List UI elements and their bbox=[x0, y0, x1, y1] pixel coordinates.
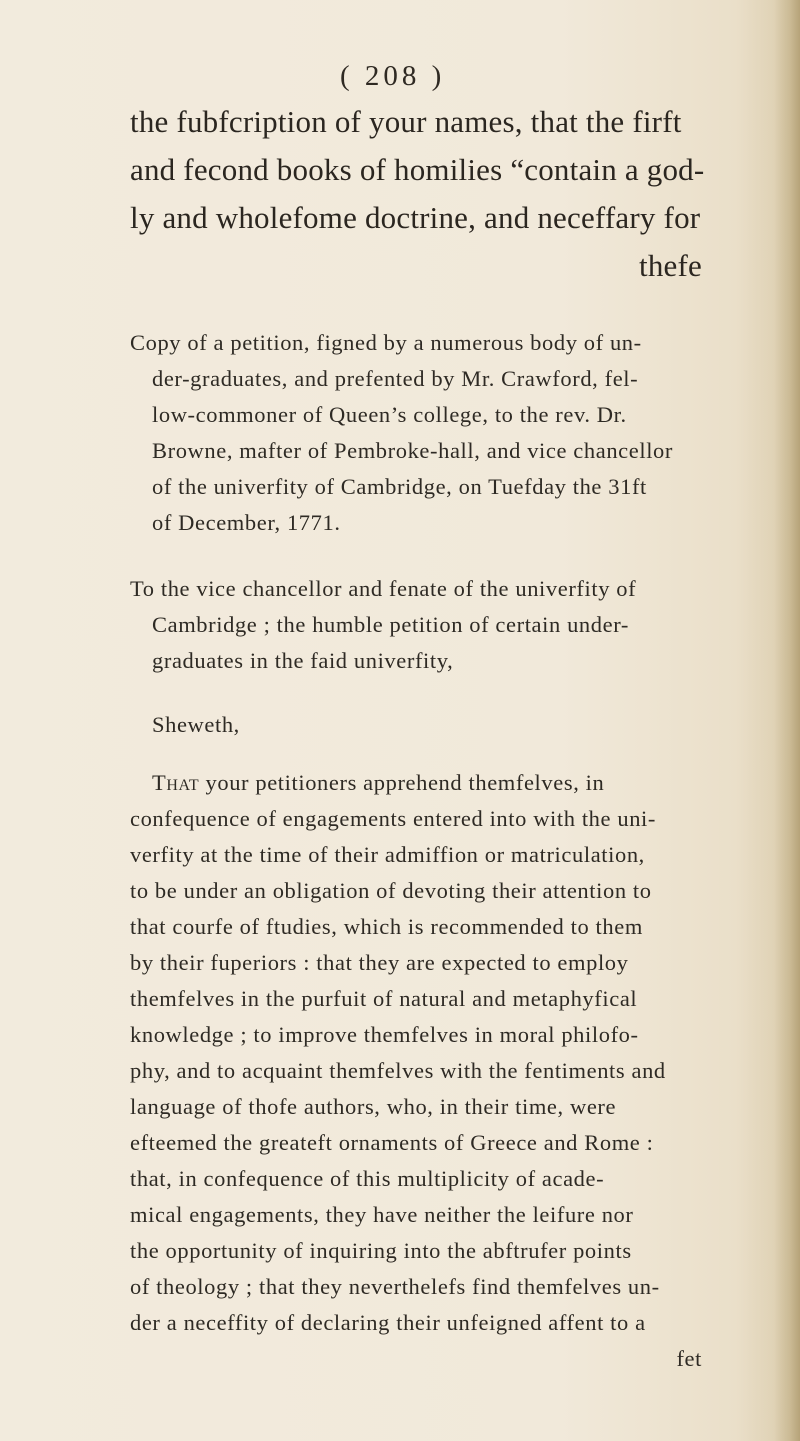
text-line: Browne, mafter of Pembroke-hall, and vice chancellor bbox=[152, 438, 674, 463]
text-line: that, in confequence of this multiplicity of acade- bbox=[130, 1166, 605, 1191]
page-edge-shadow bbox=[774, 0, 800, 1441]
salutation: Sheweth, bbox=[152, 712, 240, 737]
text-line: of December, 1771. bbox=[152, 510, 341, 535]
text-line: that courfe of ftudies, which is recommended to them bbox=[130, 914, 643, 939]
text-line: of the univerfity of Cambridge, on Tuefday the 31ft bbox=[152, 474, 647, 499]
text-line: mical engagements, they have neither the leifure nor bbox=[130, 1202, 634, 1227]
catchword: fet bbox=[676, 1346, 702, 1371]
text-line: graduates in the faid univerfity, bbox=[152, 648, 454, 673]
text-line bbox=[152, 770, 604, 796]
text-line: language of thofe authors, who, in their time, were bbox=[130, 1094, 617, 1119]
text-line: and fecond books of homilies “contain a god- bbox=[130, 152, 705, 187]
text-line: knowledge ; to improve themfelves in moral philofo- bbox=[130, 1022, 639, 1047]
text-line: efteemed the greateft ornaments of Greece and Rome : bbox=[130, 1130, 654, 1155]
text-line: themfelves in the purfuit of natural and metaphyfical bbox=[130, 986, 638, 1011]
text-line: the fubfcription of your names, that the firft bbox=[130, 104, 682, 139]
text-line: of theology ; that they neverthelefs find themfelves un- bbox=[130, 1274, 660, 1299]
text-line: low-commoner of Queen’s college, to the rev. Dr. bbox=[152, 402, 627, 427]
text-line: by their fuperiors : that they are expected to employ bbox=[130, 950, 629, 975]
text-line: Copy of a petition, figned by a numerous body of un- bbox=[130, 330, 642, 355]
text-line: confequence of engagements entered into with the uni- bbox=[130, 806, 656, 831]
text-line: der-graduates, and prefented by Mr. Crawford, fel- bbox=[152, 366, 639, 391]
text-line: Cambridge ; the humble petition of certain under- bbox=[152, 612, 629, 637]
text-line: phy, and to acquaint themfelves with the fentiments and bbox=[130, 1058, 666, 1083]
text-line: to be under an obligation of devoting their attention to bbox=[130, 878, 652, 903]
text-run: your petitioners apprehend themfelves, in bbox=[199, 770, 605, 795]
text-line: verfity at the time of their admiffion or matriculation, bbox=[130, 842, 645, 867]
text-line: thefe bbox=[639, 248, 702, 283]
text-line: To the vice chancellor and fenate of the univerfity of bbox=[130, 576, 637, 601]
text-line: der a neceffity of declaring their unfeigned affent to a bbox=[130, 1310, 646, 1335]
first-word: That bbox=[152, 770, 200, 795]
text-line: ly and wholefome doctrine, and neceffary for bbox=[130, 200, 701, 235]
page-number: ( 208 ) bbox=[340, 60, 446, 92]
text-line: the opportunity of inquiring into the abftrufer points bbox=[130, 1238, 632, 1263]
